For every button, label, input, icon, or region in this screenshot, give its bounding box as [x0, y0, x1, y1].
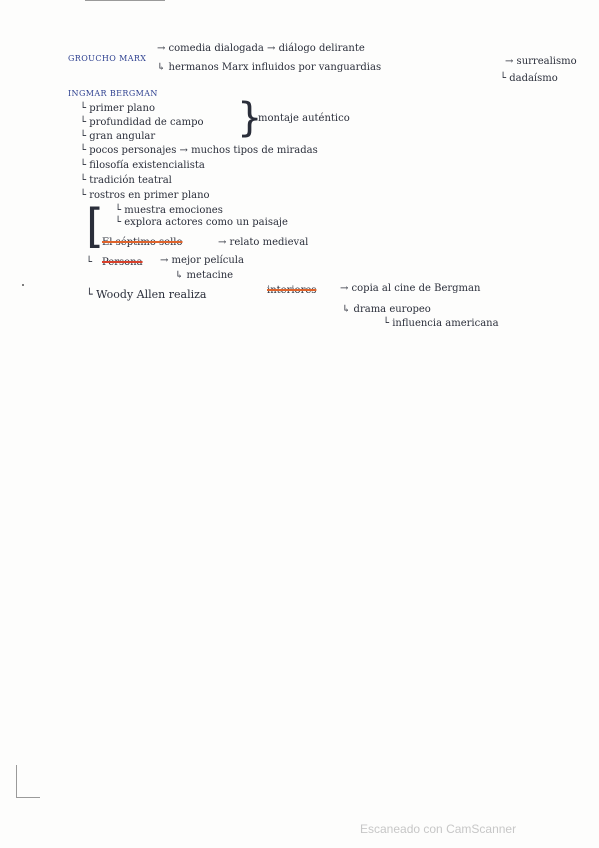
corner-mark-vertical	[16, 765, 17, 797]
bergman-item: └ tradición teatral	[80, 175, 172, 186]
groucho-tag-dadaismo: └ dadaísmo	[500, 73, 558, 84]
bergman-item: └ rostros en primer plano	[80, 190, 210, 201]
persona-marker: └	[86, 257, 93, 268]
septimo-sello-title: El séptimo sello	[102, 237, 183, 248]
woody-prefix: └ Woody Allen realiza	[86, 288, 207, 301]
brace-symbol: }	[237, 95, 263, 141]
bergman-heading: INGMAR BERGMAN	[68, 89, 158, 98]
groucho-heading: GROUCHO MARX	[68, 54, 147, 63]
bergman-sub2: └ explora actores como un paisaje	[115, 217, 288, 228]
top-edge-mark	[85, 0, 165, 1]
septimo-sello-note: → relato medieval	[218, 237, 309, 248]
persona-sub: ↳ metacine	[175, 270, 234, 281]
bergman-item: └ profundidad de campo	[80, 117, 204, 128]
bergman-item: └ pocos personajes → muchos tipos de miradas	[80, 145, 318, 156]
stray-dot	[22, 284, 24, 286]
woody-note: → copia al cine de Bergman	[340, 283, 481, 294]
groucho-line2: ↳ hermanos Marx influidos por vanguardias	[157, 62, 382, 73]
woody-strike: interiores	[267, 285, 317, 296]
bergman-item: └ gran angular	[80, 131, 156, 142]
persona-title: Persona	[102, 257, 143, 268]
bergman-item: └ primer plano	[80, 103, 155, 114]
persona-note: → mejor película	[160, 255, 244, 266]
woody-sub2: └ influencia americana	[383, 318, 499, 329]
woody-sub: ↳ drama europeo	[342, 304, 431, 315]
corner-mark-horizontal	[16, 797, 40, 798]
left-bracket: [	[86, 199, 104, 253]
brace-note: montaje auténtico	[258, 113, 350, 124]
camscanner-watermark: Escaneado con CamScanner	[360, 822, 517, 836]
groucho-line1: → comedia dialogada → diálogo delirante	[157, 43, 365, 54]
bergman-sub1: └ muestra emociones	[115, 205, 223, 216]
bergman-item: └ filosofía existencialista	[80, 160, 205, 171]
groucho-tag-surrealismo: → surrealismo	[505, 56, 577, 67]
